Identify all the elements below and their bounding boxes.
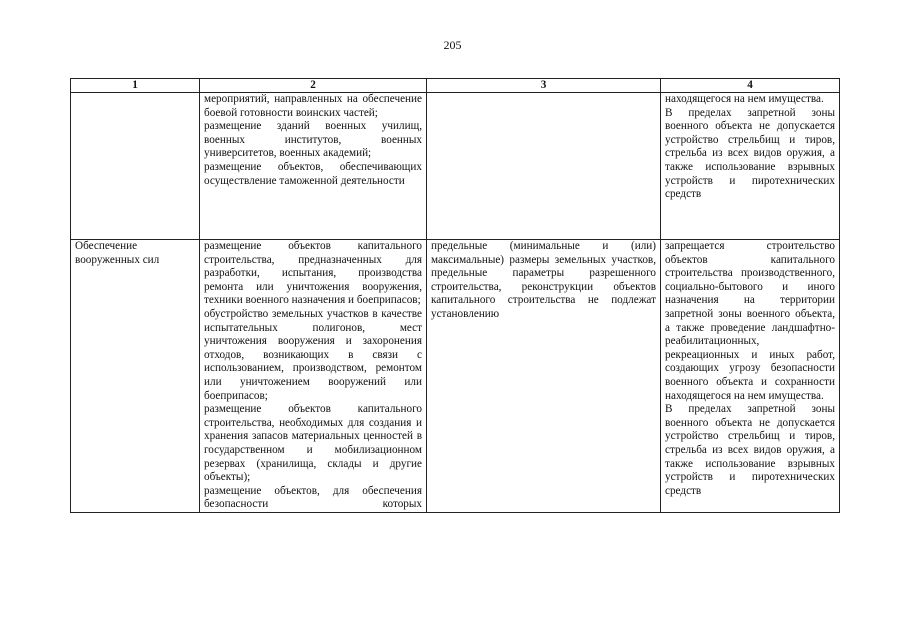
column-header-3: 3 (427, 79, 661, 93)
column-header-4: 4 (661, 79, 840, 93)
paragraph: В пределах запретной зоны военного объекта не допускается устройство стрельбищ и тиров, стрельба из всех видов оружия, а также использование взрывных устройств и пиротехнических средств (665, 106, 835, 201)
paragraph: размещение зданий военных училищ, военных институтов, военных университетов, военных академий; (204, 120, 422, 160)
table-row (71, 93, 840, 240)
cell-restrictions (661, 93, 840, 240)
paragraph: находящегося на нем имущества. (665, 93, 824, 105)
cell-parameters (427, 240, 661, 513)
table-row (71, 240, 840, 513)
paragraph: размещение объектов капитального строительства, необходимых для создания и хранения запасов материальных ценностей в государственном и мобилизационном резервах (хранилища, склады и другие объекты); (204, 403, 422, 484)
column-header-1: 1 (71, 79, 200, 93)
paragraph: размещение объектов капитального строительства, предназначенных для разработки, испытания, производства ремонта или уничтожения вооружения, техники военного назначения и боеприпасов; (204, 240, 422, 307)
paragraph: размещение объектов, для обеспечения безопасности которых (204, 484, 422, 511)
paragraph: В пределах запретной зоны военного объекта не допускается устройство стрельбищ и тиров, стрельба из всех видов оружия, а также использование взрывных устройств и пиротехнических средств (665, 403, 835, 497)
cell-land-use-name (71, 93, 200, 240)
paragraph: Обеспечение вооруженных сил (75, 240, 160, 266)
paragraph: мероприятий, направленных на обеспечение боевой готовности воинских частей; (204, 93, 422, 119)
cell-permitted-use-description (200, 93, 427, 240)
paragraph: предельные (минимальные и (или) максимальные) размеры земельных участков, предельные параметры разрешенного строительства, реконструкции объектов капитального строительства не подлежат установлению (431, 240, 656, 320)
column-header-2: 2 (200, 79, 427, 93)
paragraph: размещение объектов, обеспечивающих осуществление таможенной деятельности (204, 160, 422, 187)
paragraph: запрещается строительство объектов капитального строительства производственного, социально-бытового и иного назначения на территории запретной зоны военного объекта, а также проведение ландшафтно-реабилитационных, (665, 240, 835, 348)
cell-land-use-name (71, 240, 200, 513)
cell-parameters (427, 93, 661, 240)
paragraph: обустройство земельных участков в качестве испытательных полигонов, мест уничтожения вооружения и захоронения отходов, возникающих в связи с использованием, производством, ремонтом или уничтожением вооружений или боеприпасов; (204, 307, 422, 402)
page-number: 205 (443, 38, 462, 52)
cell-restrictions (661, 240, 840, 513)
paragraph: рекреационных и иных работ, создающих угрозу безопасности военного объекта и сохранности находящегося на нем имущества. (665, 348, 835, 402)
cell-permitted-use-description (200, 240, 427, 513)
table-header-row (71, 79, 840, 93)
land-use-table (70, 78, 840, 513)
